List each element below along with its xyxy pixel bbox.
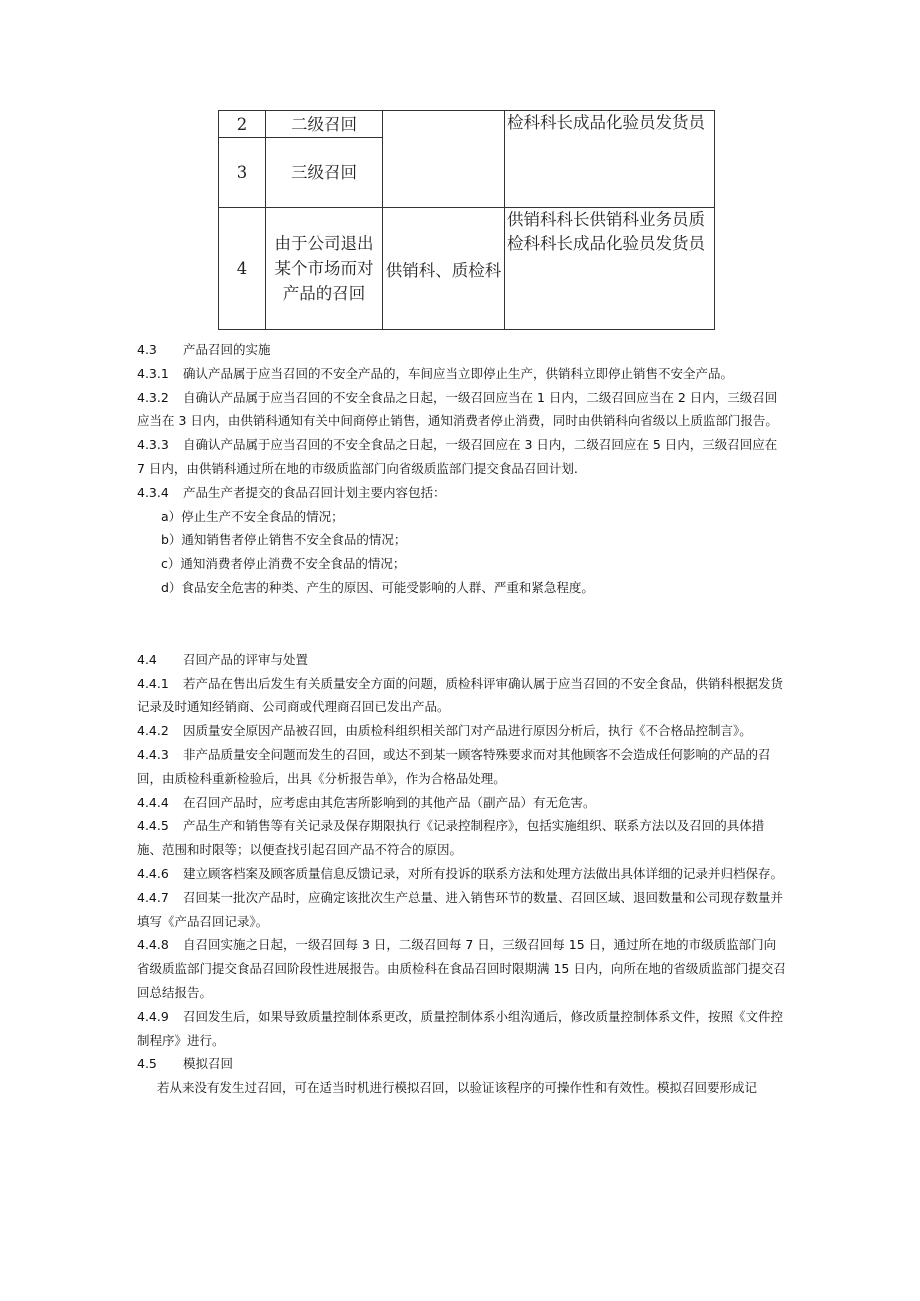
section-heading: 4.3 产品召回的实施 <box>137 342 271 357</box>
list-item: d）食品安全危害的种类、产生的原因、可能受影响的人群、严重和紧急程度。 <box>161 579 594 595</box>
recall-level: 三级召回 <box>266 138 383 208</box>
clause: 4.4.7 召回某一批次产品时，应确定该批次生产总量、进入销售环节的数量、召回区域、退回数量和公司现存数量并填写《产品召回记录》。 <box>137 889 784 929</box>
clause: 4.3.2 自确认产品属于应当召回的不安全食品之日起，一级召回应当在 1 日内，二级召回应当在 2 日内，三级召回应当在 3 日内，由供销科通知有关中间商停止销售，通知消费者停止消费，同时由供销科向省级以上质监部门报告。 <box>137 389 778 429</box>
clause: 4.3.4 产品生产者提交的食品召回计划主要内容包括： <box>137 484 446 500</box>
clause: 4.4.6 建立顾客档案及顾客质量信息反馈记录，对所有投诉的联系方法和处理方法做出具体详细的记录并归档保存。 <box>137 865 784 881</box>
clause: 4.4.9 召回发生后，如果导致质量控制体系更改，质量控制体系小组沟通后，修改质量控制体系文件，按照《文件控制程序》进行。 <box>137 1008 784 1048</box>
row-number: 3 <box>219 138 266 208</box>
recall-level: 由于公司退出某个市场而对产品的召回 <box>266 208 383 330</box>
clause: 4.4.8 自召回实施之日起，一级召回每 3 日，二级召回每 7 日，三级召回每 15 日，通过所在地的市级质监部门向省级质监部门提交食品召回阶段性进展报告。由质检科在食品召回时限期满 15 日内，向所在地的省级质监部门提交召回总结报告。 <box>137 937 786 1000</box>
clause: 4.3.3 自确认产品属于应当召回的不安全食品之日起，一级召回应在 3 日内，二级召回应在 5 日内，三级召回应在 7 日内，由供销科通过所在地的市级质监部门向省级质监部门提交食品召回计划. <box>137 437 778 476</box>
section-heading: 4.5 模拟召回 <box>137 1056 234 1072</box>
recall-level-table <box>218 110 715 330</box>
list-item: a）停止生产不安全食品的情况； <box>161 508 344 524</box>
list-item: b）通知销售者停止销售不安全食品的情况； <box>161 532 407 548</box>
responsible-department: 供销科、质检科 <box>383 208 505 330</box>
list-item: c）通知消费者停止消费不安全食品的情况； <box>161 556 406 572</box>
responsible-people: 检科科长成品化验员发货员 <box>505 111 715 208</box>
clause: 4.3.1 确认产品属于应当召回的不安全产品的，车间应当立即停止生产，供销科立即停止销售不安全产品。 <box>137 365 734 381</box>
responsible-department <box>383 111 505 208</box>
responsible-people: 供销科科长供销科业务员质检科科长成品化验员发货员 <box>505 208 715 330</box>
spacer <box>137 600 787 648</box>
row-number: 4 <box>219 208 266 330</box>
clause: 4.4.1 若产品在售出后发生有关质量安全方面的问题，质检科评审确认属于应当召回的不安全食品，供销科根据发货记录及时通知经销商、公司商或代理商召回已发出产品。 <box>137 675 784 715</box>
paragraph: 若从来没有发生过召回，可在适当时机进行模拟召回，以验证该程序的可操作性和有效性。模拟召回要形成记 <box>157 1080 758 1096</box>
row-number: 2 <box>219 111 266 138</box>
clause: 4.4.3 非产品质量安全问题而发生的召回，或达不到某一顾客特殊要求而对其他顾客不会造成任何影响的产品的召回，由质检科重新检验后，出具《分析报告单》，作为合格品处理。 <box>137 746 771 786</box>
table-row <box>219 208 715 330</box>
clause: 4.4.2 因质量安全原因产品被召回，由质检科组织相关部门对产品进行原因分析后，执行《不合格品控制言》。 <box>137 723 752 739</box>
clause: 4.4.5 产品生产和销售等有关记录及保存期限执行《记录控制程序》，包括实施组织、联系方法以及召回的具体措施、范围和时限等；以便查找引起召回产品不符合的原因。 <box>137 818 765 858</box>
table-row <box>219 111 715 138</box>
document-body <box>137 338 787 1100</box>
recall-level: 二级召回 <box>266 111 383 138</box>
section-heading: 4.4 召回产品的评审与处置 <box>137 651 309 667</box>
clause: 4.4.4 在召回产品时，应考虑由其危害所影响到的其他产品（副产品）有无危害。 <box>137 794 596 810</box>
